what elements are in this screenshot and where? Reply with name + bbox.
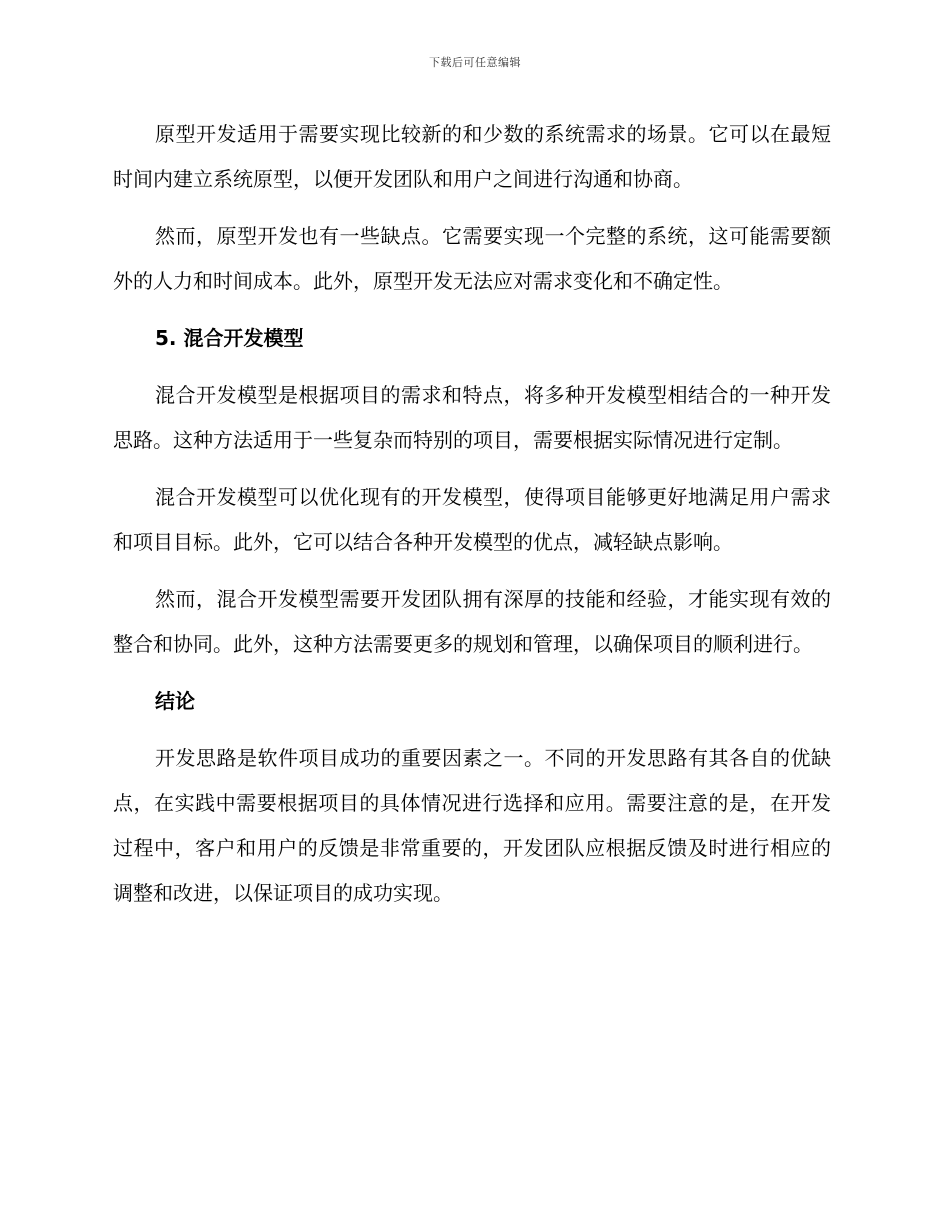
section-heading-conclusion: 结论 [155, 689, 195, 713]
paragraph-hybrid-definition: 混合开发模型是根据项目的需求和特点，将多种开发模型相结合的一种开发思路。这种方法适用于一些复杂而特别的项目，需要根据实际情况进行定制。 [113, 383, 831, 452]
paragraph-hybrid-drawbacks: 然而，混合开发模型需要开发团队拥有深厚的技能和经验，才能实现有效的整合和协同。此外，这种方法需要更多的规划和管理，以确保项目的顺利进行。 [113, 587, 831, 656]
paragraph-conclusion: 开发思路是软件项目成功的重要因素之一。不同的开发思路有其各自的优缺点，在实践中需要根据项目的具体情况进行选择和应用。需要注意的是，在开发过程中，客户和用户的反馈是非常重要的，开发团队应根据反馈及时进行相应的调整和改进，以保证项目的成功实现。 [113, 746, 831, 905]
paragraph-hybrid-advantages: 混合开发模型可以优化现有的开发模型，使得项目能够更好地满足用户需求和项目目标。此外，它可以结合各种开发模型的优点，减轻缺点影响。 [113, 485, 831, 554]
page-header: 下载后可任意编辑 [429, 56, 521, 69]
paragraph-prototype-drawbacks: 然而，原型开发也有一些缺点。它需要实现一个完整的系统，这可能需要额外的人力和时间成本。此外，原型开发无法应对需求变化和不确定性。 [113, 224, 831, 293]
document-body [113, 112, 831, 928]
section-heading-hybrid-model: 5. 混合开发模型 [155, 326, 304, 350]
paragraph-prototype-usage: 原型开发适用于需要实现比较新的和少数的系统需求的场景。它可以在最短时间内建立系统原型，以便开发团队和用户之间进行沟通和协商。 [113, 122, 831, 191]
